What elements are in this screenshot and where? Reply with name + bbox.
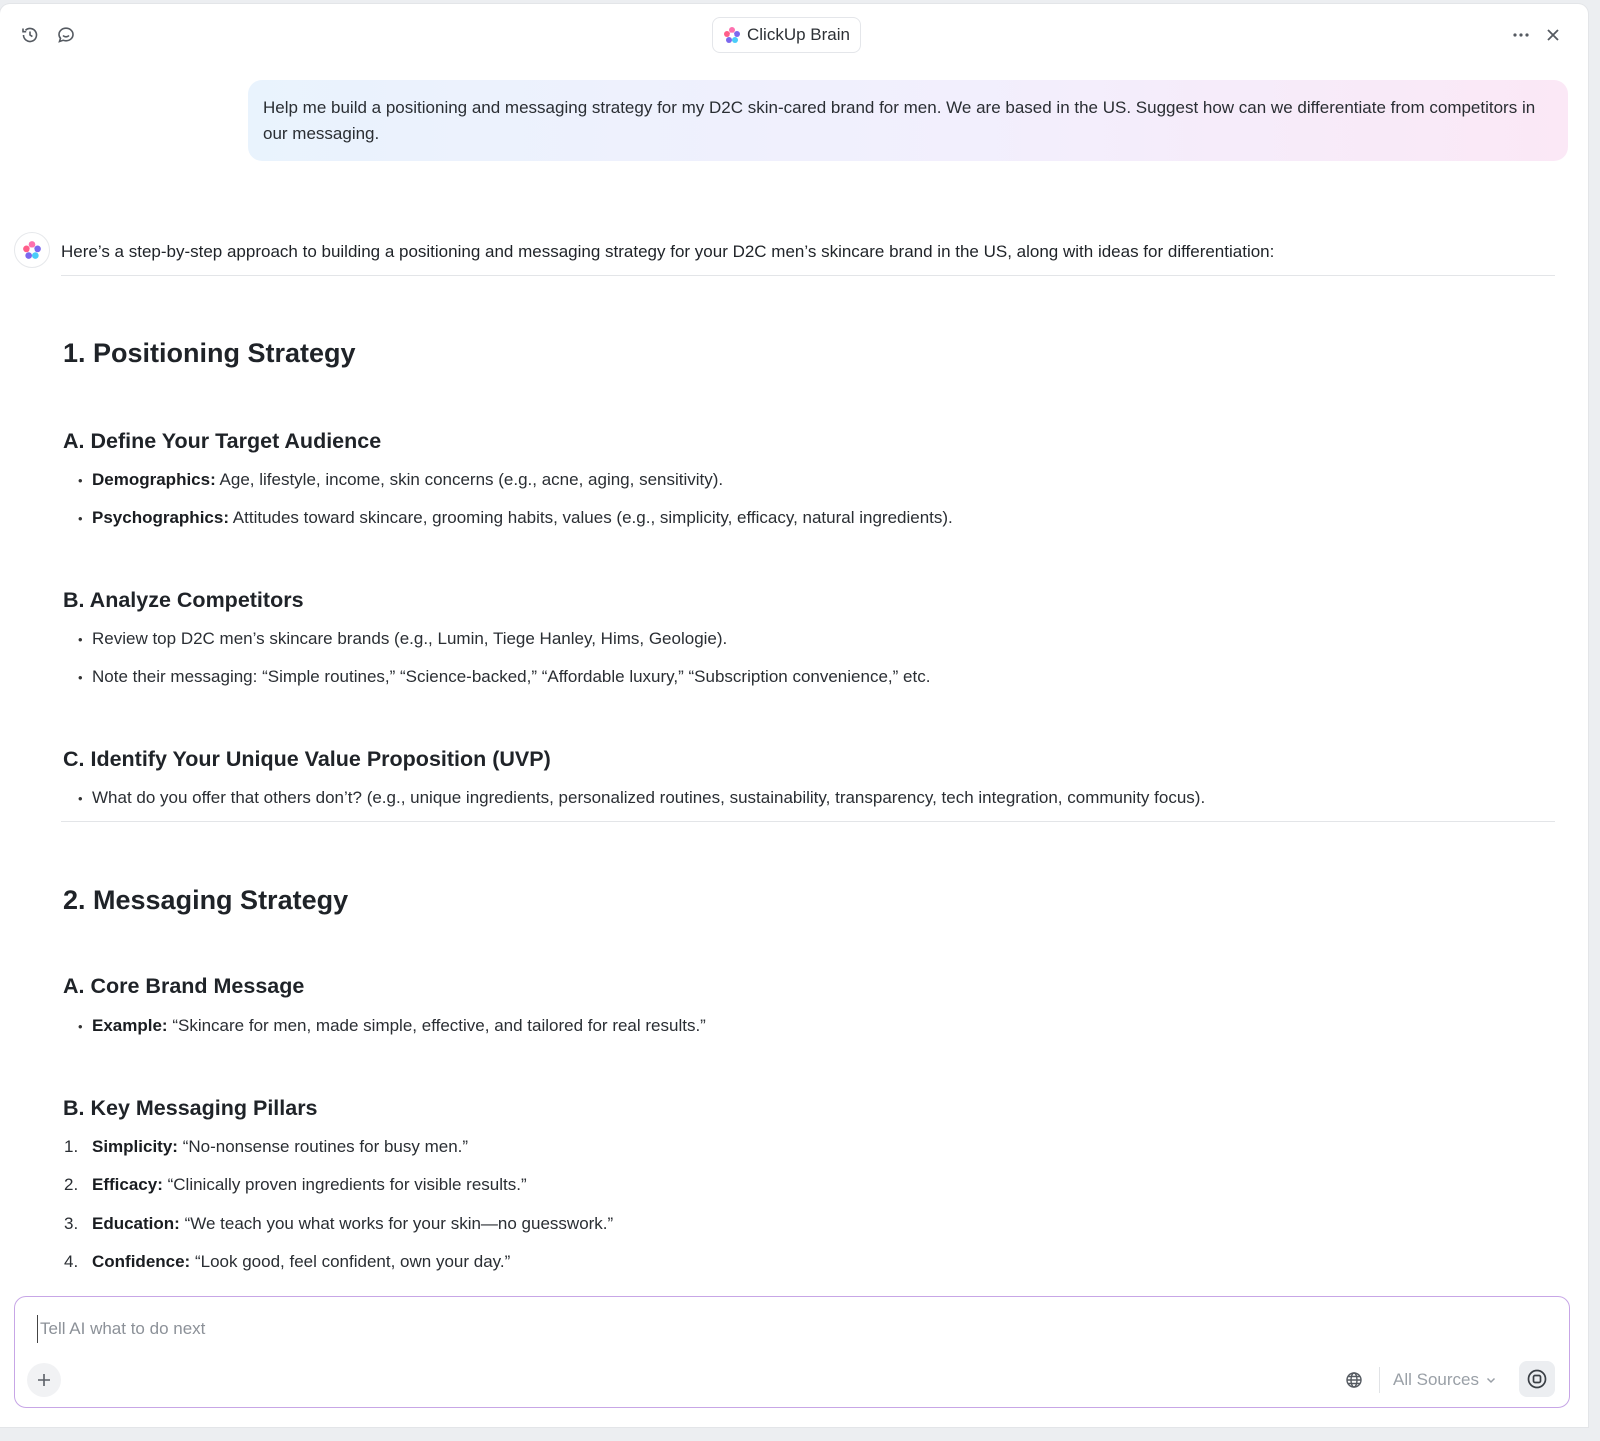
brain-chat-window [0, 4, 1588, 1427]
globe-icon[interactable] [1343, 1369, 1365, 1391]
numbered-item: 3. Education: “We teach you what works for your skin—no guesswork.” [64, 1214, 614, 1233]
send-button[interactable] [1519, 1361, 1555, 1397]
sources-dropdown[interactable] [1393, 1368, 1497, 1392]
more-options-icon[interactable] [1510, 24, 1532, 46]
list-item: • What do you offer that others don’t? (e.g., unique ingredients, personalized routines, sustainability, transparency, tech integration, community focus). [78, 788, 1206, 807]
clickup-brain-logo-icon [22, 240, 42, 260]
list-item: • Psychographics: Attitudes toward skincare, grooming habits, values (e.g., simplicity, efficacy, natural ingredients). [78, 508, 953, 527]
ai-avatar [14, 232, 50, 268]
chat-header [0, 4, 1588, 66]
chevron-down-icon [1485, 1374, 1497, 1386]
add-attachment-button[interactable] [27, 1363, 61, 1397]
subsection-heading: B. Analyze Competitors [63, 588, 304, 612]
divider [1379, 1367, 1380, 1393]
subsection-heading: A. Core Brand Message [63, 974, 305, 998]
subsection-heading: A. Define Your Target Audience [63, 429, 382, 453]
subsection-heading: C. Identify Your Unique Value Proposition (UVP) [63, 747, 551, 771]
app-title-pill [712, 17, 861, 53]
send-icon [1526, 1368, 1548, 1390]
divider [61, 821, 1555, 822]
user-message-bubble: Help me build a positioning and messaging strategy for my D2C skin-cared brand for men. We are based in the US. Suggest how can we differentiate from competitors in our messaging. [248, 80, 1568, 161]
section-heading: 2. Messaging Strategy [63, 885, 349, 915]
numbered-item: 1. Simplicity: “No-nonsense routines for busy men.” [64, 1137, 469, 1156]
prompt-input[interactable] [37, 1315, 1442, 1343]
divider [61, 275, 1555, 276]
list-item: • Review top D2C men’s skincare brands (e.g., Lumin, Tiege Hanley, Hims, Geologie). [78, 629, 728, 648]
prompt-composer [14, 1296, 1570, 1408]
ai-response-intro: Here’s a step-by-step approach to building a positioning and messaging strategy for your D2C men’s skincare brand in the US, along with ideas for differentiation: [61, 242, 1275, 261]
app-title: ClickUp Brain [747, 25, 850, 44]
numbered-item: 2. Efficacy: “Clinically proven ingredients for visible results.” [64, 1175, 527, 1194]
plus-icon [36, 1372, 52, 1388]
close-icon[interactable] [1542, 24, 1564, 46]
clickup-brain-logo-icon [723, 26, 741, 44]
sources-label: All Sources [1393, 1370, 1479, 1389]
numbered-item: 4. Confidence: “Look good, feel confident, own your day.” [64, 1252, 511, 1271]
new-chat-icon[interactable] [55, 24, 77, 46]
list-item: • Note their messaging: “Simple routines,” “Science-backed,” “Affordable luxury,” “Subscription convenience,” etc. [78, 667, 931, 686]
history-icon[interactable] [19, 24, 41, 46]
subsection-heading: B. Key Messaging Pillars [63, 1096, 318, 1120]
section-heading: 1. Positioning Strategy [63, 338, 356, 368]
list-item: • Demographics: Age, lifestyle, income, skin concerns (e.g., acne, aging, sensitivity). [78, 470, 724, 489]
list-item: • Example: “Skincare for men, made simple, effective, and tailored for real results.” [78, 1016, 706, 1035]
